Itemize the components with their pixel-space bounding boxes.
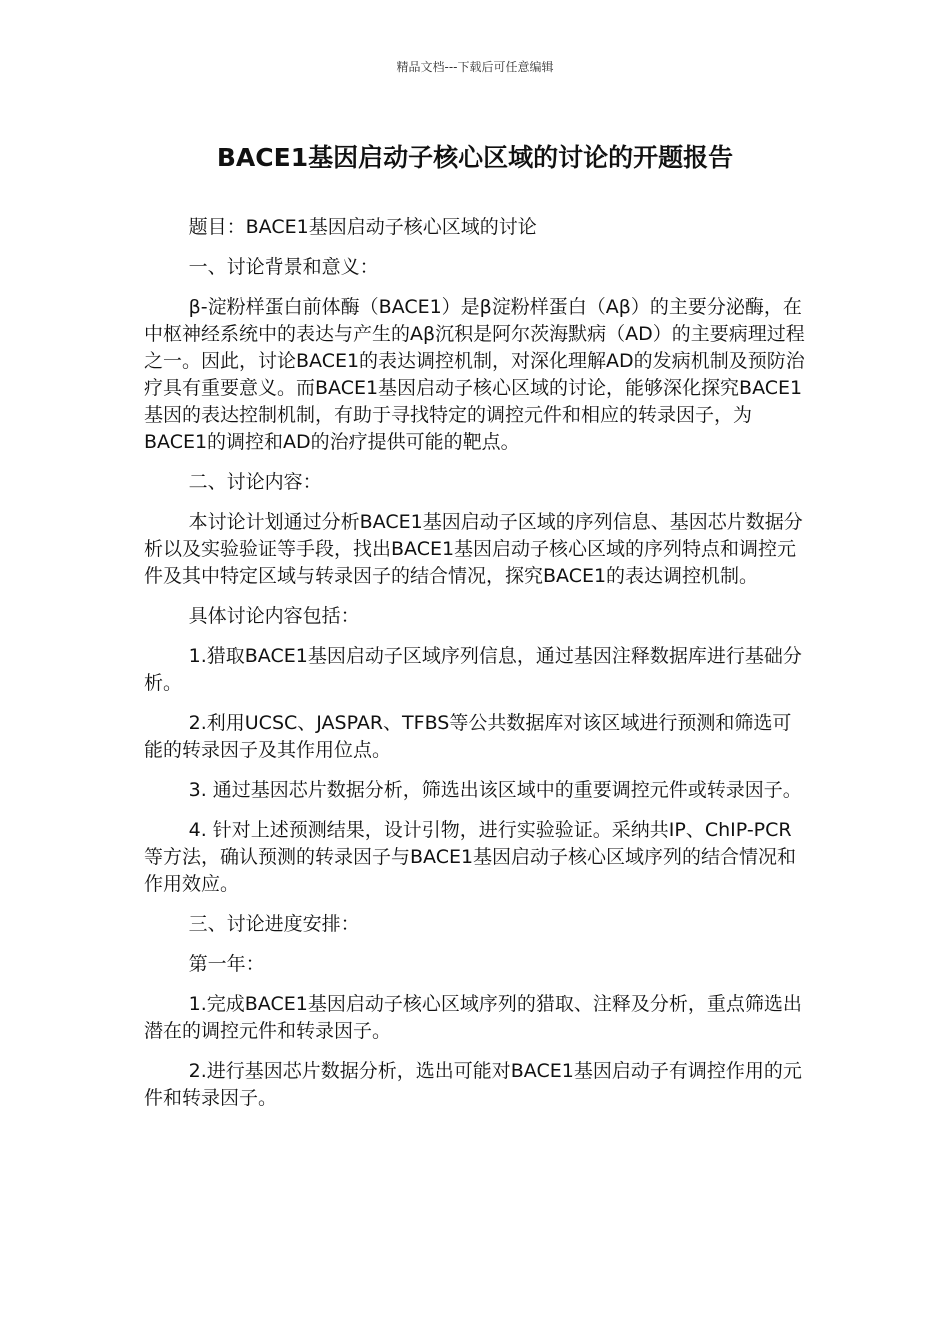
heading-background: 一、讨论背景和意义： xyxy=(188,256,379,278)
heading-content: 二、讨论内容： xyxy=(188,471,322,493)
list-item-1: 1.猎取BACE1基因启动子区域序列信息，通过基因注释数据库进行基础分析。 xyxy=(144,645,802,694)
list-item-2: 2.利用UCSC、JASPAR、TFBS等公共数据库对该区域进行预测和筛选可能的转录因子及其作用位点。 xyxy=(144,712,792,761)
schedule-item-2: 2.进行基因芯片数据分析，选出可能对BACE1基因启动子有调控作用的元件和转录因子。 xyxy=(144,1060,802,1109)
document-body xyxy=(144,214,810,1125)
paragraph-content: 本讨论计划通过分析BACE1基因启动子区域的序列信息、基因芯片数据分析以及实验验证等手段，找出BACE1基因启动子核心区域的序列特点和调控元件及其中特定区域与转录因子的结合情况，探究BACE1的表达调控机制。 xyxy=(144,511,803,587)
header-note: 精品文档---下载后可任意编辑 xyxy=(396,60,554,74)
paragraph-year-one: 第一年： xyxy=(188,953,265,975)
schedule-item-1: 1.完成BACE1基因启动子核心区域序列的猎取、注释及分析，重点筛选出潜在的调控元件和转录因子。 xyxy=(144,993,802,1042)
paragraph-details-intro: 具体讨论内容包括： xyxy=(188,605,360,627)
document-title: BACE1基因启动子核心区域的讨论的开题报告 xyxy=(216,143,734,172)
paragraph-topic: 题目：BACE1基因启动子核心区域的讨论 xyxy=(188,216,537,238)
paragraph-background: β-淀粉样蛋白前体酶（BACE1）是β淀粉样蛋白（Aβ）的主要分泌酶，在中枢神经系统中的表达与产生的Aβ沉积是阿尔茨海默病（AD）的主要病理过程之一。因此，讨论BACE1的表达调控机制，对深化理解AD的发病机制及预防治疗具有重要意义。而BACE1基因启动子核心区域的讨论，能够深化探究BACE1基因的表达控制机制，有助于寻找特定的调控元件和相应的转录因子，为BACE1的调控和AD的治疗提供可能的靶点。 xyxy=(144,296,805,453)
list-item-3: 3. 通过基因芯片数据分析，筛选出该区域中的重要调控元件或转录因子。 xyxy=(188,779,802,801)
list-item-4: 4. 针对上述预测结果，设计引物，进行实验验证。采纳共IP、ChIP-PCR等方法，确认预测的转录因子与BACE1基因启动子核心区域序列的结合情况和作用效应。 xyxy=(144,819,797,895)
heading-schedule: 三、讨论进度安排： xyxy=(188,913,360,935)
